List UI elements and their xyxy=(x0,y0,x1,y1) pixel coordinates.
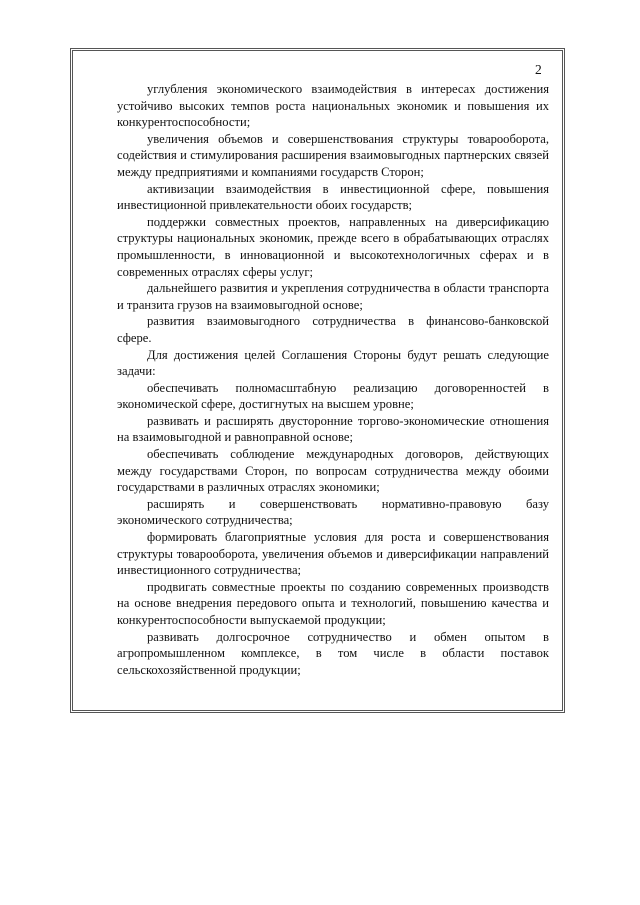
paragraph: увеличения объемов и совершенствования структуры товарооборота, содействия и стимулирования расширения взаимовыгодных партнерских связей между предприятиями и компаниями государств Сторон; xyxy=(117,131,549,179)
paragraph: активизации взаимодействия в инвестиционной сфере, повышения инвестиционной привлекательности обоих государств; xyxy=(117,181,549,213)
paragraph: развивать и расширять двусторонние торгово-экономические отношения на взаимовыгодной и равноправной основе; xyxy=(117,413,549,445)
paragraph: Для достижения целей Соглашения Стороны будут решать следующие задачи: xyxy=(117,347,549,379)
paragraph: формировать благоприятные условия для роста и совершенствования структуры товарооборота, увеличения объемов и диверсификации направлений инвестиционного сотрудничества; xyxy=(117,530,549,578)
paragraph: поддержки совместных проектов, направленных на диверсификацию структуры национальных экономик, прежде всего в обрабатывающих отраслях промышленности, в инновационной и высокотехнологичных сферах и в современных отраслях сферы услуг; xyxy=(117,214,549,279)
paragraph: дальнейшего развития и укрепления сотрудничества в области транспорта и транзита грузов на взаимовыгодной основе; xyxy=(117,281,549,312)
paragraph: расширять и совершенствовать нормативно-правовую базу экономического сотрудничества; xyxy=(117,496,549,528)
paragraph: развивать долгосрочное сотрудничество и обмен опытом в агропромышленном комплексе, в том числе в области поставок сельскохозяйственной продукции; xyxy=(117,629,549,677)
paragraph: углубления экономического взаимодействия в интересах достижения устойчиво высоких темпов роста национальных экономик и повышения их конкурентоспособности; xyxy=(117,82,549,130)
page-number: 2 xyxy=(535,62,542,77)
paragraph: продвигать совместные проекты по созданию современных производств на основе внедрения передового опыта и технологий, повышению качества и конкурентоспособности выпускаемой продукции; xyxy=(117,579,549,627)
document-body xyxy=(117,81,549,678)
paragraph: обеспечивать полномасштабную реализацию договоренностей в экономической сфере, достигнутых на высшем уровне; xyxy=(117,380,549,412)
paragraph: развития взаимовыгодного сотрудничества в финансово-банковской сфере. xyxy=(117,314,549,345)
paragraph: обеспечивать соблюдение международных договоров, действующих между государствами Сторон, по вопросам сотрудничества между обоими государствами в различных отраслях экономики; xyxy=(117,447,549,495)
